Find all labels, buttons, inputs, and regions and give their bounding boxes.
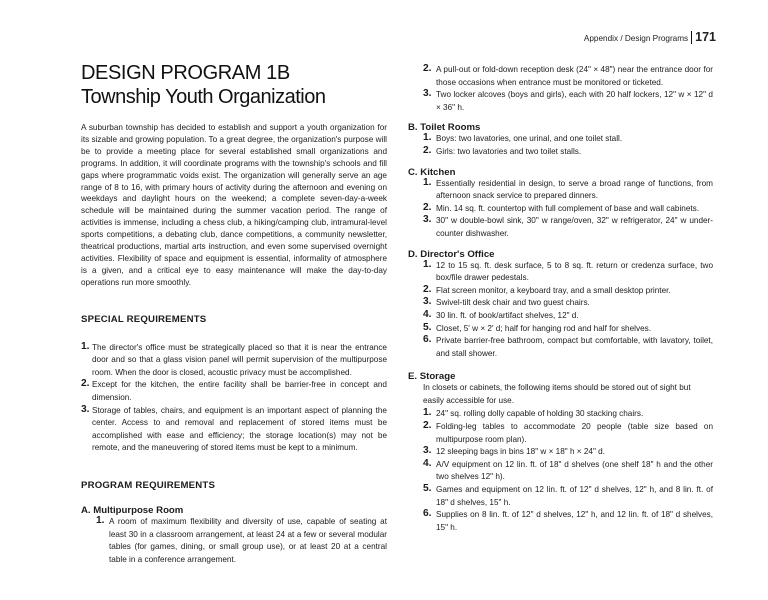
list-item: [408, 459, 713, 484]
page-subtitle: Township Youth Organization: [81, 86, 326, 108]
running-head-divider: [691, 31, 692, 44]
list-number: 6.: [423, 334, 432, 346]
list-number: 2.: [423, 420, 432, 432]
list-number: 3.: [423, 88, 432, 100]
list-text: Flat screen monitor, a keyboard tray, and a small desktop printer.: [436, 285, 671, 295]
list-item: [408, 89, 713, 114]
list-number: 3.: [81, 403, 90, 415]
list-item: [81, 516, 387, 566]
storage-description: In closets or cabinets, the following items should be stored out of sight but easily accessible for use.: [423, 383, 691, 405]
list-number: 1.: [423, 176, 432, 188]
list-text: A pull-out or fold-down reception desk (24" × 48") near the entrance door for those occasions when entrance must be monitored or ticketed.: [436, 65, 713, 87]
list-number: 1.: [81, 340, 90, 352]
list-item: [408, 408, 713, 421]
toilet-rooms-heading: B. Toilet Rooms: [408, 122, 481, 134]
list-number: 4.: [423, 308, 432, 320]
list-item: [408, 260, 713, 285]
directors-office-heading: D. Director's Office: [408, 248, 495, 260]
list-text: Boys: two lavatories, one urinal, and one toilet stall.: [436, 134, 623, 144]
kitchen-heading: C. Kitchen: [408, 166, 456, 178]
list-text: Essentially residential in design, to serve a broad range of functions, from afternoon snack service to prepared dinners.: [436, 178, 713, 201]
page-number: 171: [695, 30, 716, 44]
list-number: 2.: [423, 144, 432, 156]
list-text: A/V equipment on 12 lin. ft. of 18" d shelves (one shelf 18" h and the other two shelves 12" h).: [436, 459, 713, 482]
list-text: The director's office must be strategically placed so that it is near the entrance door and so that a glass vision panel will permit supervision of the multipurpose room. When the door is closed, acoustic privacy must be accomplished.: [92, 342, 387, 377]
list-item: [81, 405, 387, 455]
kitchen-list: [408, 178, 713, 241]
list-text: Private barrier-free bathroom, compact but comfortable, with lavatory, toilet, and stall shower.: [436, 336, 713, 358]
list-number: 3.: [423, 214, 432, 226]
running-head: [584, 30, 716, 44]
multipurpose-list-part2: [408, 64, 713, 114]
list-item: [408, 335, 713, 360]
list-number: 4.: [423, 457, 432, 469]
storage-heading: E. Storage: [408, 371, 456, 383]
list-number: 3.: [423, 445, 432, 457]
list-text: Folding-leg tables to accommodate 20 people (table size based on multipurpose room plan).: [436, 422, 713, 444]
list-item: [81, 379, 387, 404]
list-item: [408, 146, 713, 159]
list-item: [408, 509, 713, 534]
directors-office-list: [408, 260, 713, 361]
list-item: [408, 203, 713, 216]
left-column: [81, 62, 387, 566]
list-item: [408, 133, 713, 146]
list-number: 3.: [423, 296, 432, 308]
list-text: Except for the kitchen, the entire facility shall be barrier-free in concept and dimension.: [92, 380, 387, 403]
right-column: [408, 64, 713, 534]
list-item: [408, 178, 713, 203]
list-item: [408, 310, 713, 323]
list-text: 30 lin. ft. of book/artifact shelves, 12" d.: [436, 310, 579, 320]
special-requirements-heading: SPECIAL REQUIREMENTS: [81, 313, 207, 325]
list-number: 1.: [423, 258, 432, 270]
list-number: 1.: [96, 515, 105, 527]
intro-paragraph: A suburban township has decided to establish and support a youth organization for its sizable and growing population. To a great degree, the organization's purpose will be to provide a meeting place for several established small organizations and programs. In addition, it will coordinate programs with the township's schools and fill gaps where programmatic voids exist. The organization will generally serve an age range of 8 to 16, with primary hours of activity during the afternoon and evening on weekdays and daylight hours on the weekend; a complete seven-day-a-week schedule will be maintained during the summer vacation period. The range of activities is immense, including a chess club, a hiking/camping club, intramural-level sports competitions, a debating club, dance competitions, a community newsletter, theatrical productions, martial arts instruction, and even some supervised overnight activities. Flexibility of space and equipment is essential, informality of atmosphere is a given, and a critical eye to easy maintenance will make the day-to-day operations run more smoothly.: [81, 123, 387, 287]
multipurpose-list-part1: [81, 516, 387, 566]
list-text: Two locker alcoves (boys and girls), each with 20 half lockers, 12" w × 12" d × 36" h.: [436, 90, 713, 112]
multipurpose-room-heading: A. Multipurpose Room: [81, 505, 184, 517]
list-text: 30" w double-bowl sink, 30" w range/oven, 32" w refrigerator, 24" w under-counter dishwasher.: [436, 216, 713, 238]
list-number: 2.: [81, 378, 90, 390]
list-number: 2.: [423, 201, 432, 213]
list-text: 24" sq. rolling dolly capable of holding 30 stacking chairs.: [436, 409, 644, 419]
list-number: 1.: [423, 132, 432, 144]
list-item: [408, 421, 713, 446]
list-text: Supplies on 8 lin. ft. of 12" d shelves, 12" h, and 12 lin. ft. of 18" d shelves, 15" h.: [436, 510, 713, 532]
list-text: Swivel-tilt desk chair and two guest chairs.: [436, 298, 590, 308]
list-item: [408, 484, 713, 509]
list-number: 2.: [423, 63, 432, 74]
list-text: Girls: two lavatories and two toilet stalls.: [436, 146, 582, 156]
list-item: [408, 215, 713, 240]
list-number: 1.: [423, 407, 432, 419]
list-text: A room of maximum flexibility and diversity of use, capable of seating at least 30 in a classroom arrangement, at least 24 at a few or several modular tables (for games, dining, or small group use), or at least 20 at a central table in a conference arrangement.: [109, 517, 387, 564]
list-number: 2.: [423, 283, 432, 295]
page-title: DESIGN PROGRAM 1B: [81, 62, 290, 84]
list-text: Storage of tables, chairs, and equipment is an important aspect of planning the center. Access to and removal and replacement of stored items must be accomplished with ease and efficiency; the storage location(s) may not be remote, and the maneuvering of stored items must be kept to a minimum.: [92, 405, 387, 453]
list-text: Games and equipment on 12 lin. ft. of 12" d shelves, 12" h, and 8 lin. ft. of 18" d shelves, 15" h.: [436, 485, 713, 507]
list-text: 12 to 15 sq. ft. desk surface, 5 to 8 sq. ft. return or credenza surface, two box/file drawer pedestals.: [436, 260, 713, 283]
list-text: 12 sleeping bags in bins 18" w × 18" h × 24" d.: [436, 447, 605, 457]
list-number: 6.: [423, 508, 432, 520]
list-item: [408, 64, 713, 89]
running-head-section: Appendix / Design Programs: [583, 34, 689, 43]
list-number: 5.: [423, 483, 432, 495]
list-item: [408, 323, 713, 336]
program-requirements-heading: PROGRAM REQUIREMENTS: [81, 480, 216, 492]
special-requirements-list: [81, 342, 387, 455]
list-text: Min. 14 sq. ft. countertop with full complement of base and wall cabinets.: [436, 203, 700, 213]
list-item: [81, 342, 387, 380]
storage-list: [408, 408, 713, 534]
list-item: [408, 285, 713, 298]
list-number: 5.: [423, 321, 432, 333]
list-text: Closet, 5' w × 2' d; half for hanging rod and half for shelves.: [436, 323, 651, 333]
list-item: [408, 446, 713, 459]
toilet-rooms-list: [408, 133, 713, 158]
list-item: [408, 297, 713, 310]
